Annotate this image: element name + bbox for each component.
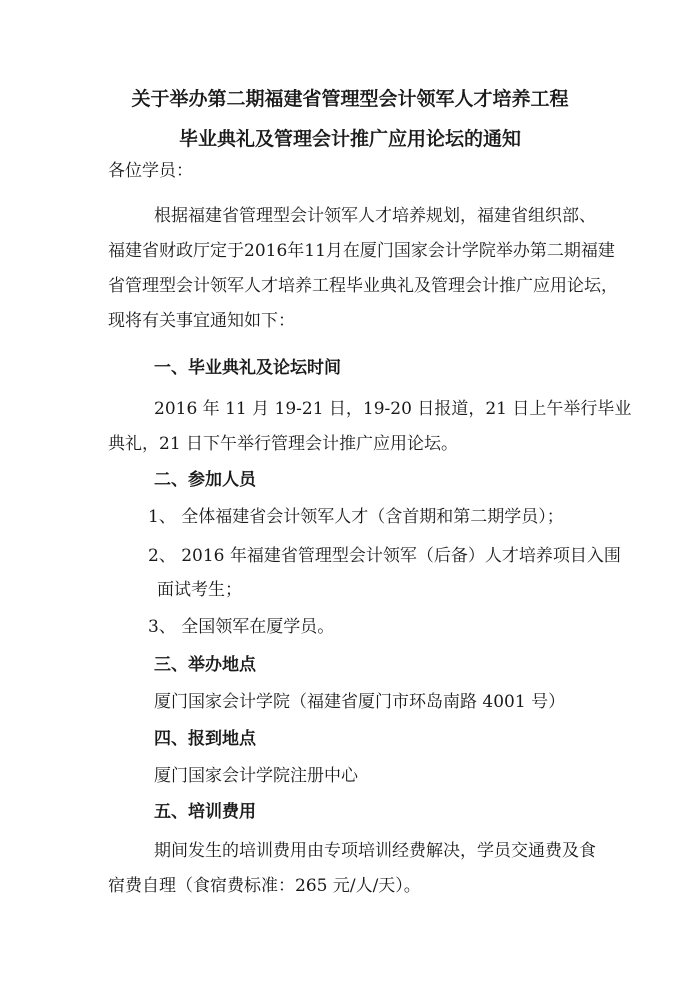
venue-text: 厦门国家会计学院（福建省厦门市环岛南路 4001 号） bbox=[154, 692, 566, 712]
salutation: 各位学员： bbox=[108, 161, 193, 181]
intro-paragraph-line: 现将有关事宜通知如下： bbox=[108, 311, 295, 331]
participant-item: 2、 2016 年福建省管理型会计领军（后备）人才培养项目入围 bbox=[148, 546, 621, 566]
participant-item: 1、 全体福建省会计领军人才（含首期和第二期学员）； bbox=[148, 507, 564, 527]
section-heading-venue: 三、举办地点 bbox=[154, 655, 256, 675]
fees-text-line: 宿费自理（食宿费标准：265 元/人/天）。 bbox=[108, 876, 421, 896]
intro-paragraph-line: 根据福建省管理型会计领军人才培养规划，福建省组织部、 bbox=[154, 206, 596, 226]
participant-item-continuation: 面试考生； bbox=[157, 580, 242, 600]
section-heading-participants: 二、参加人员 bbox=[154, 470, 256, 490]
intro-paragraph-line: 省管理型会计领军人才培养工程毕业典礼及管理会计推广应用论坛， bbox=[108, 276, 618, 296]
time-text-line: 典礼，21 日下午举行管理会计推广应用论坛。 bbox=[108, 434, 459, 454]
time-text-line: 2016 年 11 月 19-21 日，19-20 日报道，21 日上午举行毕业 bbox=[154, 399, 632, 419]
section-heading-time: 一、毕业典礼及论坛时间 bbox=[154, 358, 341, 378]
notice-title-line-1: 关于举办第二期福建省管理型会计领军人才培养工程 bbox=[131, 88, 569, 110]
section-heading-fees: 五、培训费用 bbox=[154, 802, 256, 822]
fees-text-line: 期间发生的培训费用由专项培训经费解决，学员交通费及食 bbox=[154, 841, 596, 861]
participant-item: 3、 全国领军在厦学员。 bbox=[148, 617, 335, 637]
intro-paragraph-line: 福建省财政厅定于2016年11月在厦门国家会计学院举办第二期福建 bbox=[108, 241, 615, 261]
section-heading-registration: 四、报到地点 bbox=[154, 729, 256, 749]
notice-title-line-2: 毕业典礼及管理会计推广应用论坛的通知 bbox=[178, 128, 521, 150]
registration-text: 厦门国家会计学院注册中心 bbox=[154, 766, 358, 786]
